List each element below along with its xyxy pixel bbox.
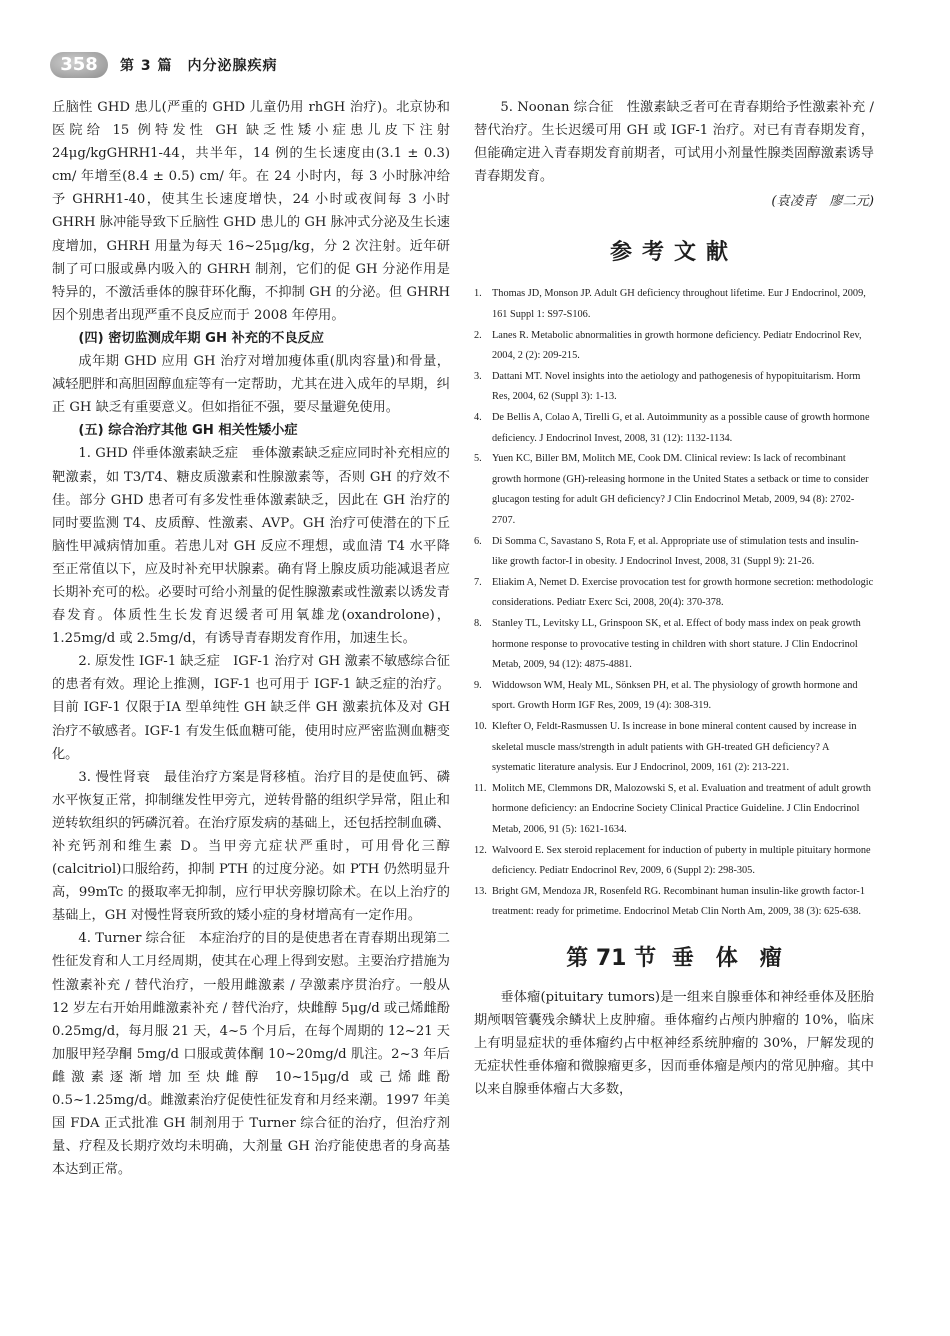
body-paragraph: 5. Noonan 综合征 性激素缺乏者可在青春期给予性激素补充 / 替代治疗。生长迟缓可用 GH 或 IGF-1 治疗。对已有青春期发育，但能确定进入青春期发育前期者，可试用小剂量性腺类固醇激素诱导青春期发育。 (474, 100, 874, 185)
body-paragraph: 2. 原发性 IGF-1 缺乏症 IGF-1 治疗对 GH 激素不敏感综合征的患者有效。理论上推测，IGF-1 也可用于 IGF-1 缺乏症的治疗。目前 IGF-1 仅限于ⅠA 型单纯性 GH 缺乏伴 GH 激素抗体及对 GH 治疗不敏感者。IGF-1 有发生低血糖可能，使用时应严密监测血糖变化。 (52, 654, 450, 762)
reference-item (474, 614, 874, 676)
left-column (52, 96, 450, 1181)
reference-item (474, 676, 874, 717)
body-paragraph: 垂体瘤(pituitary tumors)是一组来自腺垂体和神经垂体及胚胎期颅咽管囊残余鳞状上皮肿瘤。垂体瘤约占颅内肿瘤的 10%，临床上有明显症状的垂体瘤约占中枢神经系统肿瘤的 30%，尸解发现的无症状性垂体瘤和微腺瘤更多，因而垂体瘤是颅内的常见肿瘤。其中以来自腺垂体瘤占大多数， (474, 989, 874, 1098)
body-paragraph: 3. 慢性肾衰 最佳治疗方案是肾移植。治疗目的是使血钙、磷水平恢复正常，抑制继发性甲旁亢，逆转骨骼的组织学异常，阻止和逆转软组织的钙磷沉着。在治疗原发病的基础上，还包括控制血磷、补充钙剂和维生素 D。当甲旁亢症状严重时，可用骨化三醇(calcitriol)口服给药，抑制 PTH 的过度分泌。如 PTH 仍然明显升高，99mTc 的摄取率无抑制，应行甲状旁腺切除术。在以上治疗的基础上，GH 对慢性肾衰所致的矮小症的身材增高有一定作用。 (52, 769, 450, 924)
reference-number: 1. (474, 288, 482, 300)
reference-number: 4. (474, 412, 482, 424)
reference-number: 2. (474, 329, 482, 341)
page-header (50, 52, 910, 82)
section-name: 垂 体 瘤 (671, 945, 782, 971)
reference-number: 5. (474, 453, 482, 465)
reference-number: 12. (474, 844, 487, 856)
reference-text: Stanley TL, Levitsky LL, Grinspoon SK, et al. Effect of body mass index on peak growth hormone response to provocative testing in children with short stature. J Clin Endocrinol Metab, 2009, 94 (12): 4875-4881. (492, 617, 861, 671)
reference-text: De Bellis A, Colao A, Tirelli G, et al. Autoimmunity as a possible cause of growth hormone deficiency. J Endocrinol Invest, 2008, 31 (12): 1132-1134. (492, 412, 870, 444)
reference-text: Di Somma C, Savastano S, Rota F, et al. Appropriate use of stimulation tests and insulin-like growth factor-I in obesity. J Endocrinol Invest, 2008, 31 (Suppl 9): 21-26. (492, 535, 859, 568)
reference-item (474, 449, 874, 531)
reference-item (474, 408, 874, 449)
reference-number: 13. (474, 885, 487, 897)
reference-item (474, 779, 874, 841)
subheading: (四) 密切监测成年期 GH 补充的不良反应 (78, 330, 324, 346)
reference-text: Thomas JD, Monson JP. Adult GH deficiency throughout lifetime. Eur J Endocrinol, 2009, 161 Suppl 1: S97-S106. (492, 288, 866, 321)
reference-item (474, 532, 874, 573)
reference-text: Widdowson WM, Healy ML, Sönksen PH, et al. The physiology of growth hormone and sport. Growth Horm IGF Res, 2009, 19 (4): 308-319. (492, 679, 858, 712)
section-title (474, 941, 874, 972)
reference-number: 11. (474, 782, 487, 794)
reference-list (474, 284, 874, 922)
reference-item (474, 326, 874, 367)
reference-item (474, 717, 874, 779)
reference-text: Eliakim A, Nemet D. Exercise provocation test for growth hormone secretion: methodologic considerations. Pediatr Exerc Sci, 2008, 20(4): 370-378. (492, 576, 874, 609)
reference-item (474, 284, 874, 325)
reference-number: 7. (474, 576, 482, 588)
reference-text: Dattani MT. Novel insights into the aetiology and pathogenesis of hypopituitarism. Horm Res, 2004, 62 (Suppl 3): 1-13. (492, 370, 861, 403)
reference-text: Bright GM, Mendoza JR, Rosenfeld RG. Recombinant human insulin-like growth factor-1 treatment: ready for primetime. Endocrinol Metab Clin North Am, 2009, 38 (3): 625-638. (492, 885, 865, 918)
page-number: 358 (50, 52, 108, 78)
body-paragraph: 成年期 GHD 应用 GH 治疗对增加瘦体重(肌肉容量)和骨量，减轻肥胖和高胆固醇血症等有一定帮助，尤其在进入成年的早期，纠正 GH 缺乏有重要意义。但如指征不强，要尽量避免使用。 (52, 354, 450, 416)
author-signature: (袁凌青 廖二元) (771, 194, 874, 210)
reference-number: 9. (474, 679, 482, 691)
subheading: (五) 综合治疗其他 GH 相关性矮小症 (78, 423, 298, 439)
right-column (474, 96, 874, 1101)
reference-number: 10. (474, 720, 487, 732)
reference-item (474, 573, 874, 614)
reference-item (474, 882, 874, 923)
reference-number: 8. (474, 617, 482, 629)
section-number: 第 71 节 (566, 945, 657, 971)
body-paragraph: 丘脑性 GHD 患儿(严重的 GHD 儿童仍用 rhGH 治疗)。北京协和医院给 15 例特发性 GH 缺乏性矮小症患儿皮下注射 24μg/kgGHRH1-44，共半年，14 例的生长速度由(3.1 ± 0.3) cm/ 年增至(8.4 ± 0.5) cm/ 年。在 24 小时内，每 3 小时脉冲给予 GHRH1-40，使其生长速度增快，24 小时或夜间每 3 小时 GHRH 脉冲能导致下丘脑性 GHD 患儿的 GH 脉冲式分泌及生长速度增加，GHRH 用量为每天 16~25μg/kg，分 2 次注射。近年研制了可口服或鼻内吸入的 GHRH 制剂，它们的促 GH 分泌作用是特异的，不激活垂体的腺苷环化酶，不抑制 GH 的分泌。但 GHRH 因个别患者出现严重不良反应而于 2008 年停用。 (52, 100, 450, 323)
body-paragraph: 4. Turner 综合征 本症治疗的目的是使患者在青春期出现第二性征发育和人工月经周期，使其在心理上得到安慰。主要治疗措施为性激素补充 / 替代治疗，一般用雌激素 / 孕激素序贯治疗。一般从 12 岁左右开始用雌激素补充 / 替代治疗，炔雌醇 5μg/d 或己烯雌酚 0.25mg/d，每月服 21 天，4~5 个月后，在每个周期的 12~21 天加服甲羟孕酮 5mg/d 口服或黄体酮 10~20mg/d 肌注。2~3 年后雌激素逐渐增加至炔雌醇 10~15μg/d 或己烯雌酚 0.5~1.25mg/d。雌激素治疗促使性征发育和月经来潮。1997 年美国 FDA 正式批准 GH 制剂用于 Turner 综合征的治疗，但治疗剂量、疗程及长期疗效均未明确，大剂量 GH 治疗能使患者的身高基本达到正常。 (52, 931, 450, 1178)
reference-number: 3. (474, 370, 482, 382)
body-paragraph: 1. GHD 伴垂体激素缺乏症 垂体激素缺乏症应同时补充相应的靶激素，如 T3/T4、糖皮质激素和性腺激素等，否则 GH 的疗效不佳。部分 GHD 患者可有多发性垂体激素缺乏，因此在 GH 治疗的同时要监测 T4、皮质醇、性激素、AVP。GH 治疗可使潜在的下丘脑性甲减病情加重。若患儿对 GH 反应不理想，或血清 T4 水平降至正常值以下，应及时补充甲状腺素。确有肾上腺皮质功能减退者应长期补充可的松。必要时可给小剂量的促性腺激素或性激素以诱发青春发育。体质性生长发育迟缓者可用氧雄龙(oxandrolone)，1.25mg/d 或 2.5mg/d，有诱导青春期发育作用，加速生长。 (52, 446, 450, 647)
reference-text: Yuen KC, Biller BM, Molitch ME, Cook DM. Clinical review: Is lack of recombinant growth hormone (GH)-releasing hormone in the United States a setback or time to consider glucagon testing for adult GH deficiency? J Clin Endocrinol Metab, 2009, 94 (8): 2702-2707. (492, 453, 869, 526)
running-title: 第 3 篇 内分泌腺疾病 (120, 58, 278, 74)
references-heading: 参考文献 (609, 240, 738, 266)
reference-text: Klefter O, Feldt-Rasmussen U. Is increase in bone mineral content caused by increase in skeletal muscle mass/strength in adult patients with GH-treated GH deficiency? A systematic literature analysis. Eur J Endocrinol, 2009, 161 (2): 213-221. (492, 720, 857, 774)
reference-text: Lanes R. Metabolic abnormalities in growth hormone deficiency. Pediatr Endocrinol Rev, 2004, 2 (2): 209-215. (492, 329, 862, 362)
reference-item (474, 841, 874, 882)
reference-text: Molitch ME, Clemmons DR, Malozowski S, et al. Evaluation and treatment of adult growth hormone deficiency: an Endocrine Society Clinical Practice Guideline. J Clin Endocrinol Metab, 2006, 91 (5): 1621-1634. (492, 782, 871, 835)
reference-text: Walvoord E. Sex steroid replacement for induction of puberty in multiple pituitary hormone deficiency. Pediatr Endocrinol Rev, 2009, 6 (Suppl 2): 298-305. (492, 844, 871, 877)
reference-number: 6. (474, 535, 482, 547)
reference-item (474, 367, 874, 408)
